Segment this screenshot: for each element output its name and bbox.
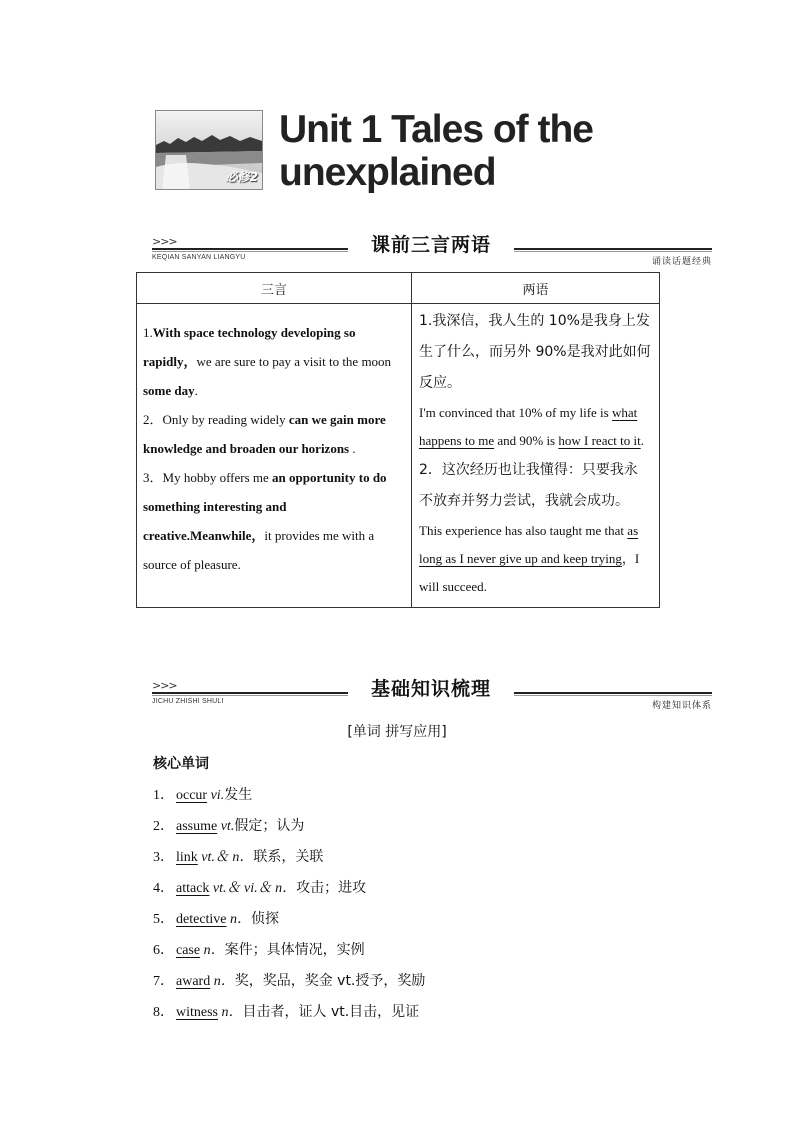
sentence-text: . <box>349 441 356 456</box>
key-phrase: some day <box>143 383 195 398</box>
vocab-word: detective <box>176 912 227 927</box>
list-item <box>153 998 425 1029</box>
sentence-text: it provides me with a source of pleasure. <box>143 528 375 572</box>
item-number: 2． <box>153 819 174 834</box>
table-header-cell: 两语 <box>412 273 660 304</box>
sentence-text: My hobby offers me <box>162 470 273 485</box>
section-subtitle: 构建知识体系 <box>651 701 712 711</box>
vocab-word: award <box>176 974 211 989</box>
key-phrase: an opportunity to do something interesting and creative.Meanwhile， <box>143 470 387 543</box>
section-pinyin: JICHU ZHISHI SHULI <box>152 698 224 705</box>
english-sentence <box>419 399 651 455</box>
vocab-word: occur <box>176 788 208 803</box>
sentence-text: ，I will succeed. <box>419 551 640 594</box>
word-meaning: 奖，奖品，奖金 vt.授予，奖励 <box>234 973 426 989</box>
part-of-speech: n． <box>210 974 235 989</box>
section-banner-preview <box>152 232 712 266</box>
sentence-text: This experience has also taught me that <box>419 523 628 538</box>
list-item <box>153 781 425 812</box>
part-of-speech: n． <box>200 943 225 958</box>
item-number: 3． <box>153 850 174 865</box>
sentence-text: . <box>194 383 198 398</box>
section-banner-basics <box>152 676 712 710</box>
vocab-word: case <box>176 943 201 958</box>
unit-title <box>279 108 699 194</box>
subsection-title: [单词 拼写应用] <box>347 724 447 740</box>
vocab-word: witness <box>176 1005 218 1020</box>
answer-blank: how I react to it <box>558 433 641 448</box>
list-item <box>153 874 425 905</box>
answer-blank: as long as I never give up and keep trying <box>419 523 639 566</box>
word-meaning: 联系，关联 <box>253 849 324 865</box>
item-number: 6． <box>153 943 174 958</box>
word-meaning: 假定；认为 <box>234 818 305 834</box>
sentence-number: 3． <box>143 470 163 485</box>
part-of-speech: n． <box>226 912 252 927</box>
banner-rule <box>514 692 712 694</box>
item-number: 7． <box>153 974 174 989</box>
chevron-right-icon: >>> <box>152 679 177 692</box>
sentence-text: I'm convinced that 10% of my life is <box>419 405 612 420</box>
section-heading: 基础知识梳理 <box>348 676 514 702</box>
sentence-number: 2． <box>143 412 163 427</box>
word-meaning: 攻击；进攻 <box>296 880 367 896</box>
sentence-text: Only by reading widely <box>162 412 289 427</box>
unit-title-line2: unexplained <box>279 151 496 194</box>
part-of-speech: n． <box>218 1005 243 1020</box>
list-item <box>153 905 425 936</box>
vocab-word: assume <box>176 819 218 834</box>
answer-blank: what happens to me <box>419 405 638 448</box>
table-row <box>137 304 660 608</box>
table-cell-two-sentences <box>412 304 660 608</box>
sentence-text: and 90% is <box>494 433 559 448</box>
section-heading: 课前三言两语 <box>348 232 514 258</box>
table-header-row <box>137 273 660 304</box>
table-cell-three-sentences <box>137 304 412 608</box>
key-phrase: can we gain more knowledge and broaden our horizons <box>143 412 386 456</box>
banner-rule <box>152 248 348 250</box>
vocab-word: attack <box>176 881 210 896</box>
word-meaning: 发生 <box>224 787 253 803</box>
chinese-sentence: 1.我深信，我人生的 10%是我身上发生了什么，而另外 90%是我对此如何反应。 <box>419 313 651 391</box>
part-of-speech: vi. <box>207 788 225 803</box>
item-number: 8． <box>153 1005 174 1020</box>
core-words-title: 核心单词 <box>153 756 209 772</box>
sentences-table <box>136 272 660 608</box>
textbook-volume-label: 必修2 <box>225 170 258 184</box>
word-meaning: 目击者，证人 vt.目击，见证 <box>242 1004 420 1020</box>
section-pinyin: KEQIAN SANYAN LIANGYU <box>152 254 246 261</box>
list-item <box>153 967 425 998</box>
unit-title-line1: Unit 1 Tales of the <box>279 108 593 151</box>
sentence-text: . <box>640 433 644 448</box>
banner-rule <box>514 248 712 250</box>
chevron-right-icon: >>> <box>152 235 177 248</box>
sentence-text: we are sure to pay a visit to the moon <box>196 354 392 369</box>
vocab-word: link <box>176 850 198 865</box>
word-meaning: 侦探 <box>251 911 280 927</box>
part-of-speech: vt.＆ vi.＆ n． <box>209 881 297 896</box>
banner-rule <box>152 692 348 694</box>
item-number: 5． <box>153 912 174 927</box>
section-subtitle: 诵读话题经典 <box>651 257 712 267</box>
word-meaning: 案件；具体情况，实例 <box>224 942 365 958</box>
part-of-speech: vt.＆ n． <box>197 850 254 865</box>
item-number: 1． <box>153 788 174 803</box>
table-header-cell: 三言 <box>137 273 412 304</box>
vocab-list <box>153 781 425 1029</box>
sentence-number: 1. <box>143 325 153 340</box>
list-item <box>153 843 425 874</box>
unit-cover-thumbnail <box>155 110 263 190</box>
list-item <box>153 812 425 843</box>
chinese-sentence: 2．这次经历也让我懂得：只要我永不放弃并努力尝试，我就会成功。 <box>419 462 638 509</box>
item-number: 4． <box>153 881 174 896</box>
part-of-speech: vt. <box>217 819 235 834</box>
key-phrase: With space technology developing so rapidly， <box>143 325 356 369</box>
english-sentence <box>419 517 651 601</box>
list-item <box>153 936 425 967</box>
